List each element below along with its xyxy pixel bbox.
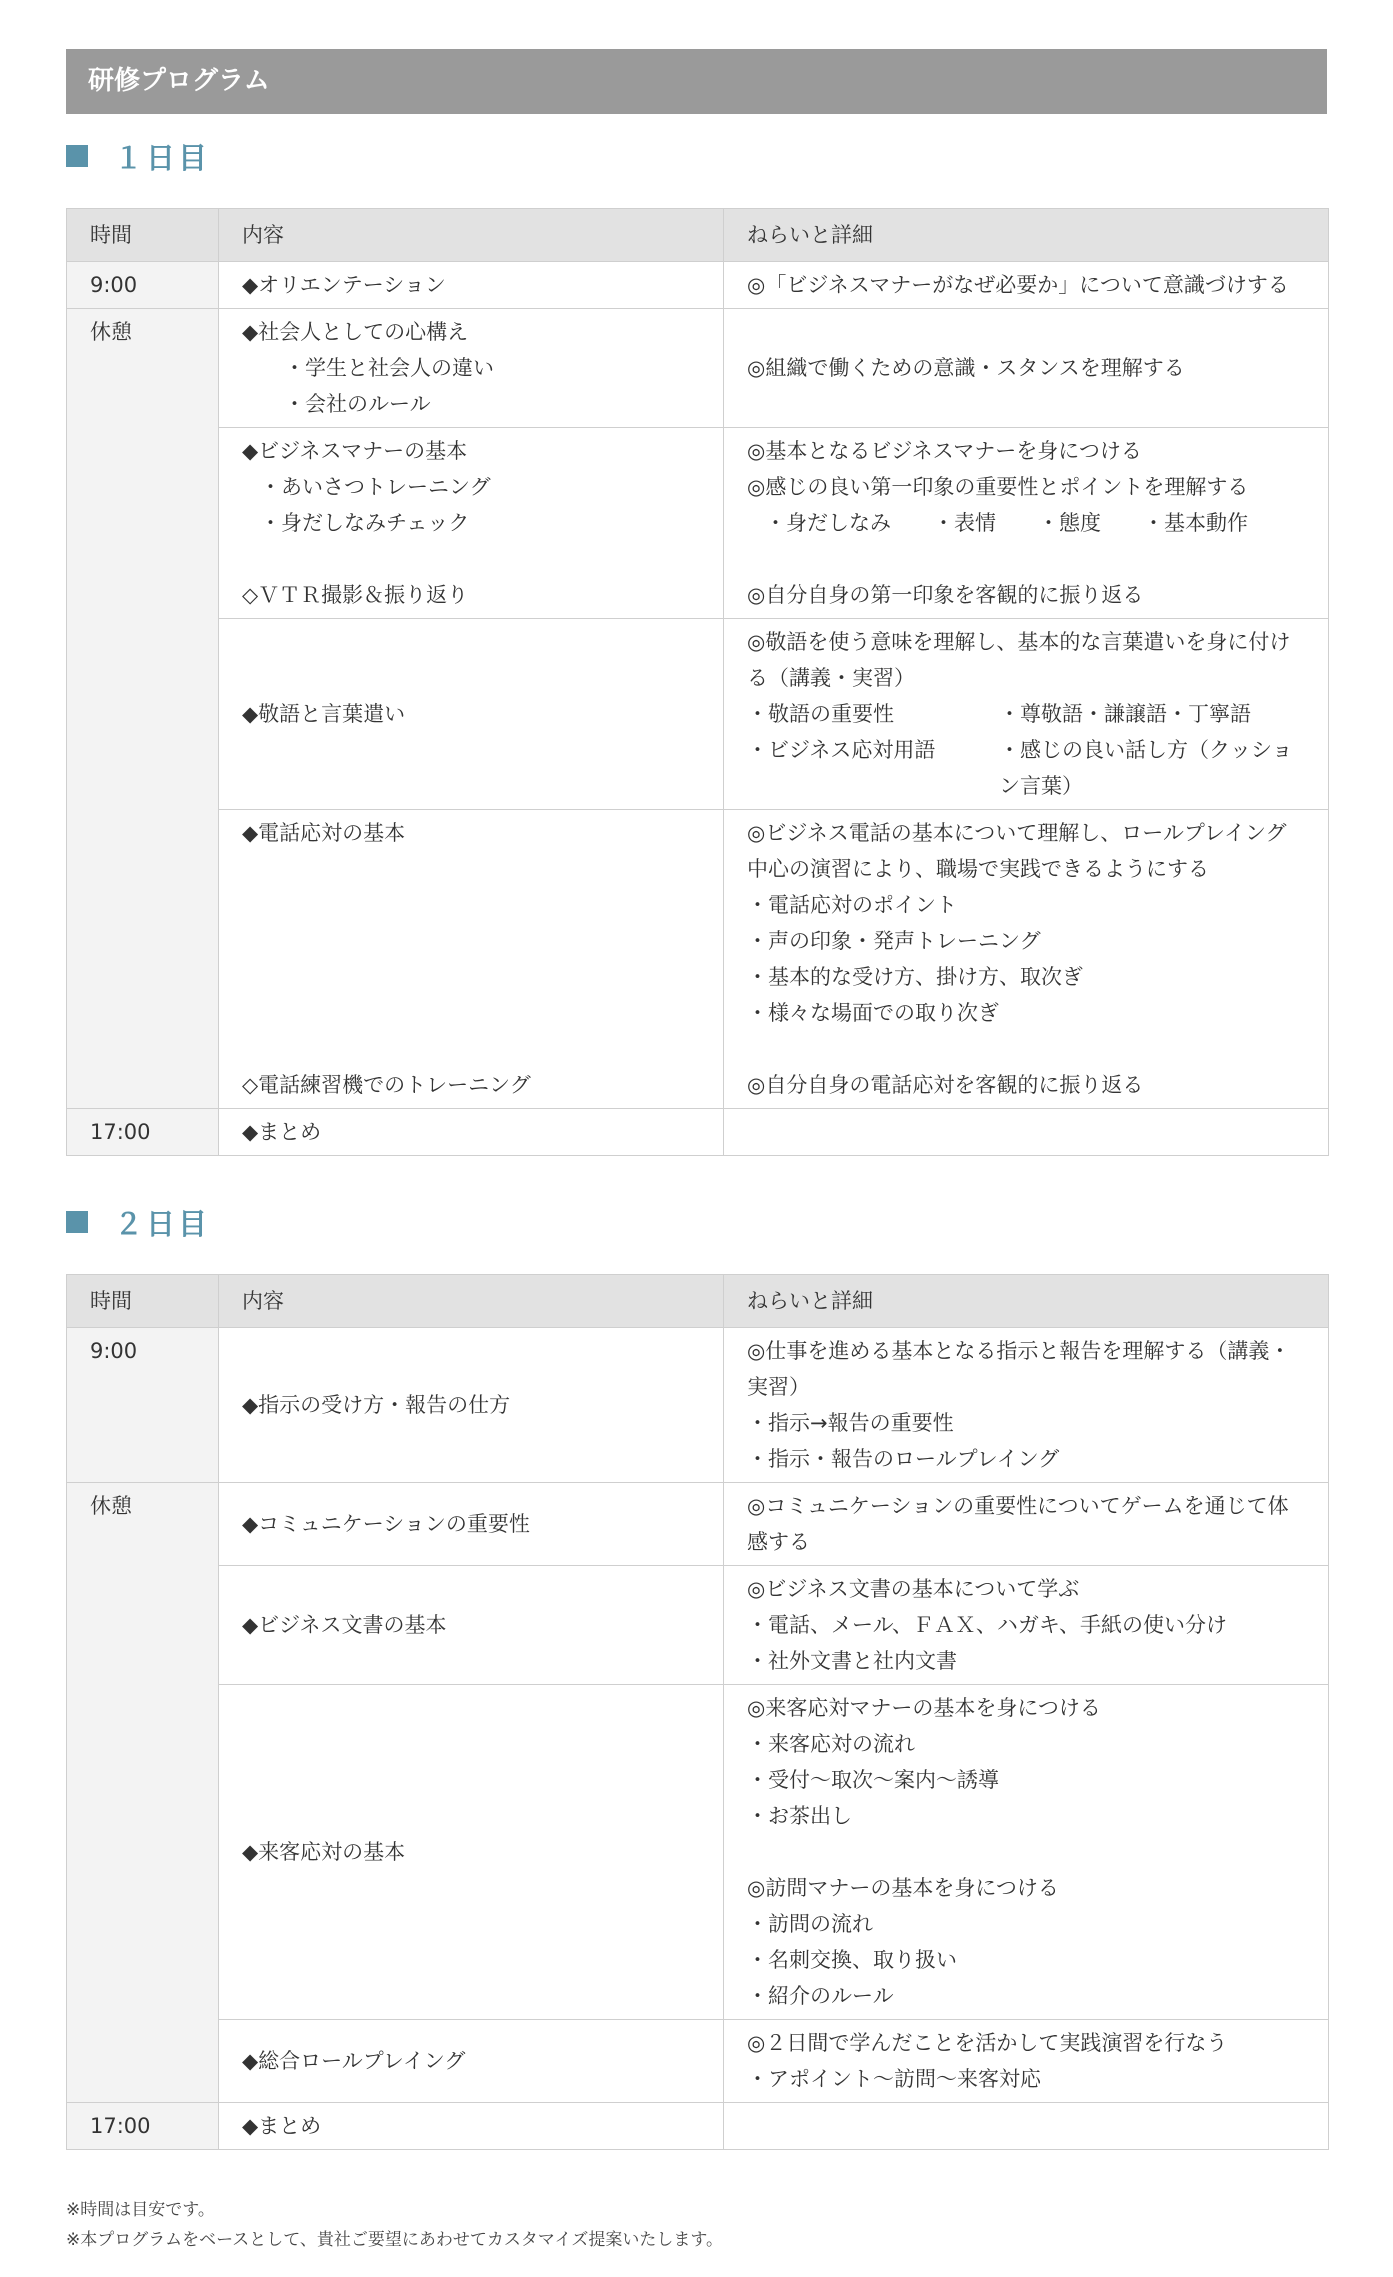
detail-line: ・指示・報告のロールプレイング: [747, 1447, 1060, 1471]
detail-cell: [724, 1109, 1329, 1156]
content-cell: ◆オリエンテーション: [219, 262, 724, 309]
content-line: ◇ＶＴＲ撮影＆振り返り: [242, 583, 469, 607]
time-cell: 17:00: [67, 2103, 219, 2150]
content-line: ◆ビジネスマナーの基本: [242, 439, 468, 463]
detail-line: ・来客応対の流れ: [747, 1732, 915, 1756]
table-row: [67, 1566, 1329, 1685]
table-row: [67, 2103, 1329, 2150]
detail-line: ◎感じの良い第一印象の重要性とポイントを理解する: [747, 475, 1249, 499]
header-detail: ねらいと詳細: [724, 209, 1329, 262]
detail-cell: [724, 1685, 1329, 2020]
table-row: [67, 309, 1329, 428]
detail-line: ・お茶出し: [747, 1804, 852, 1828]
content-line: ・学生と社会人の違い: [284, 356, 494, 380]
detail-line: ・社外文書と社内文書: [747, 1649, 957, 1673]
content-line: ・あいさつトレーニング: [260, 475, 491, 499]
detail-item: ・感じの良い話し方（クッション言葉）: [999, 738, 1293, 798]
content-cell: ◆ビジネス文書の基本: [219, 1566, 724, 1685]
detail-line: ・声の印象・発声トレーニング: [747, 929, 1041, 953]
detail-line: ◎ビジネス電話の基本について理解し、ロールプレイング中心の演習により、職場で実践できるようにする: [747, 821, 1287, 881]
content-cell: ◆総合ロールプレイング: [219, 2020, 724, 2103]
detail-line: ◎訪問マナーの基本を身につける: [747, 1876, 1059, 1900]
detail-line: ・アポイント～訪問～来客対応: [747, 2067, 1041, 2091]
time-cell: 9:00: [67, 262, 219, 309]
content-cell: ◆まとめ: [219, 1109, 724, 1156]
detail-cell: [724, 1328, 1329, 1483]
detail-line: ・名刺交換、取り扱い: [747, 1948, 957, 1972]
detail-line: ・紹介のルール: [747, 1984, 894, 2008]
detail-line: ・電話応対のポイント: [747, 893, 957, 917]
content-line: ・会社のルール: [284, 392, 431, 416]
detail-line: ・受付～取次～案内～誘導: [747, 1768, 999, 1792]
detail-cell: [724, 2103, 1329, 2150]
time-cell: 休憩: [67, 1483, 219, 2103]
footnote: ※時間は目安です。: [66, 2200, 215, 2220]
content-cell: ◆まとめ: [219, 2103, 724, 2150]
table-row: [67, 1109, 1329, 1156]
table-row: [67, 810, 1329, 1109]
content-cell: ◆来客応対の基本: [219, 1685, 724, 2020]
detail-line: ◎２日間で学んだことを活かして実践演習を行なう: [747, 2031, 1228, 2055]
detail-cell: [724, 2020, 1329, 2103]
header-content: 内容: [219, 209, 724, 262]
header-content: 内容: [219, 1275, 724, 1328]
table-row: [67, 1685, 1329, 2020]
header-time: 時間: [67, 1275, 219, 1328]
detail-line: ◎ビジネス文書の基本について学ぶ: [747, 1577, 1080, 1601]
day1-heading-text: １日目: [114, 140, 211, 175]
footnotes: [66, 2195, 723, 2255]
detail-line: ・指示→報告の重要性: [747, 1411, 954, 1435]
header-time: 時間: [67, 209, 219, 262]
detail-line: ・身だしなみ ・表情 ・態度 ・基本動作: [765, 511, 1248, 535]
footnote: ※本プログラムをベースとして、貴社ご要望にあわせてカスタマイズ提案いたします。: [66, 2230, 724, 2250]
detail-item: ・敬語の重要性: [747, 702, 894, 726]
detail-line: ・訪問の流れ: [747, 1912, 873, 1936]
time-cell: 17:00: [67, 1109, 219, 1156]
day1-heading: [66, 136, 210, 176]
detail-line: ・電話、メール、ＦＡＸ、ハガキ、手紙の使い分け: [747, 1613, 1228, 1637]
detail-cell: ◎コミュニケーションの重要性についてゲームを通じて体感する: [724, 1483, 1329, 1566]
detail-pair: [747, 732, 1305, 804]
detail-cell: [724, 619, 1329, 810]
content-cell: [219, 428, 724, 619]
content-cell: ◆指示の受け方・報告の仕方: [219, 1328, 724, 1483]
day2-heading-text: ２日目: [114, 1206, 211, 1241]
day2-table: [66, 1274, 1329, 2150]
detail-cell: [724, 428, 1329, 619]
table-row: [67, 619, 1329, 810]
table-row: [67, 2020, 1329, 2103]
day1-table: [66, 208, 1329, 1156]
program-banner: 研修プログラム: [66, 49, 1327, 114]
detail-line: ・様々な場面での取り次ぎ: [747, 1001, 999, 1025]
content-line: ◆電話応対の基本: [242, 821, 406, 845]
header-detail: ねらいと詳細: [724, 1275, 1329, 1328]
detail-item: ・ビジネス応対用語: [747, 738, 936, 762]
content-cell: ◆敬語と言葉遣い: [219, 619, 724, 810]
day2-heading: [66, 1202, 210, 1242]
detail-line: ◎自分自身の電話応対を客観的に振り返る: [747, 1073, 1144, 1097]
table-header-row: [67, 1275, 1329, 1328]
detail-cell: ◎組織で働くための意識・スタンスを理解する: [724, 309, 1329, 428]
detail-line: ◎基本となるビジネスマナーを身につける: [747, 439, 1142, 463]
detail-line: ◎自分自身の第一印象を客観的に振り返る: [747, 583, 1144, 607]
time-cell: 休憩: [67, 309, 219, 1109]
content-cell: [219, 309, 724, 428]
table-row: [67, 262, 1329, 309]
detail-cell: [724, 810, 1329, 1109]
table-row: [67, 1328, 1329, 1483]
table-row: [67, 428, 1329, 619]
detail-line: ◎敬語を使う意味を理解し、基本的な言葉遣いを身に付ける（講義・実習）: [747, 630, 1291, 690]
content-cell: [219, 810, 724, 1109]
detail-line: ・基本的な受け方、掛け方、取次ぎ: [747, 965, 1083, 989]
detail-cell: ◎「ビジネスマナーがなぜ必要か」について意識づけする: [724, 262, 1329, 309]
square-icon: [66, 145, 88, 167]
content-line: ◆社会人としての心構え: [242, 320, 469, 344]
detail-line: ◎仕事を進める基本となる指示と報告を理解する（講義・実習）: [747, 1339, 1291, 1399]
content-line: ◇電話練習機でのトレーニング: [242, 1073, 531, 1097]
square-icon: [66, 1211, 88, 1233]
table-row: [67, 1483, 1329, 1566]
detail-pair: [747, 696, 1305, 732]
detail-line: ◎来客応対マナーの基本を身につける: [747, 1696, 1101, 1720]
content-line: ・身だしなみチェック: [260, 511, 470, 535]
time-cell: 9:00: [67, 1328, 219, 1483]
detail-item: ・尊敬語・謙譲語・丁寧語: [999, 702, 1251, 726]
table-header-row: [67, 209, 1329, 262]
content-cell: ◆コミュニケーションの重要性: [219, 1483, 724, 1566]
detail-cell: [724, 1566, 1329, 1685]
